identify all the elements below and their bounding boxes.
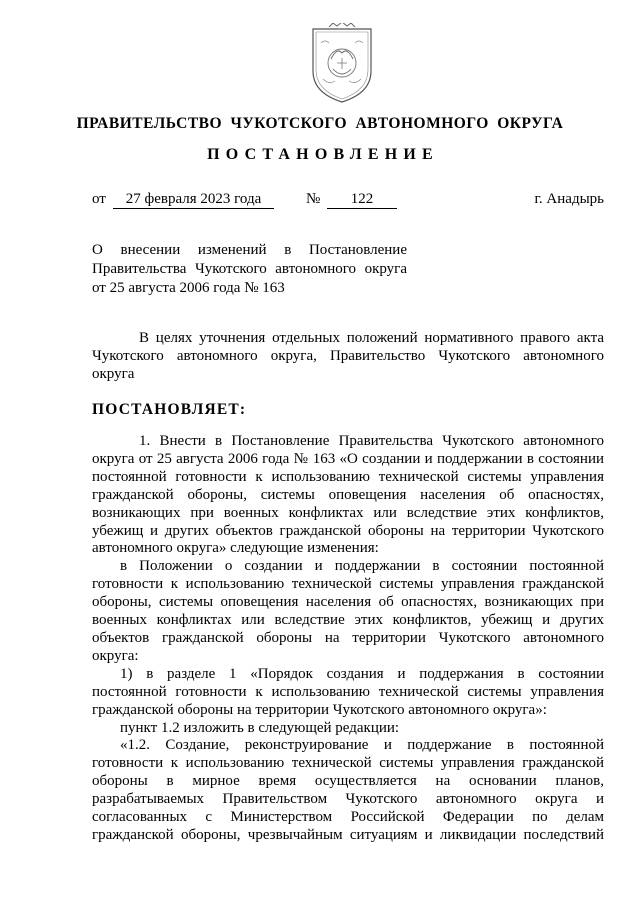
text-line: постоянной готовности к использованию технической системы управления — [92, 468, 604, 485]
text-line: обороны, системы оповещения населения об опасностях, возникающих при — [92, 594, 604, 611]
text-line: военных конфликтах или вследствие этих конфликтов, убежищ и других — [92, 612, 604, 629]
decree-number: 122 — [327, 191, 397, 209]
text-line: гражданской обороны, чрезвычайным ситуациям и ликвидации последствий — [92, 826, 604, 843]
decree-date: 27 февраля 2023 года — [113, 191, 274, 209]
government-title: ПРАВИТЕЛЬСТВО ЧУКОТСКОГО АВТОНОМНОГО ОКРУГА — [76, 115, 564, 132]
document-type-title: ПОСТАНОВЛЕНИЕ — [207, 146, 439, 163]
text-line: В целях уточнения отдельных положений нормативного правого акта — [139, 330, 604, 346]
preamble-paragraph — [92, 330, 604, 384]
decree-meta — [92, 191, 604, 211]
text-line: обороны в мирное время осуществляется на основании планов, — [92, 773, 604, 790]
text-line: постоянной готовности к использованию технической системы управления — [92, 683, 604, 700]
decree-body — [92, 433, 604, 845]
text-line: автономного округа» следующие изменения: — [92, 540, 379, 557]
subject-line: Правительства Чукотского автономного округа — [92, 261, 407, 277]
text-line: готовности к использованию технической системы управления гражданской — [92, 755, 604, 772]
text-line: округа от 25 августа 2006 года № 163 «О создании и поддержании в состоянии — [92, 450, 604, 467]
subject-line: от 25 августа 2006 года № 163 — [92, 280, 285, 296]
text-line: разрабатываемых Правительством Чукотского автономного округа и — [92, 791, 604, 808]
coat-of-arms-icon — [307, 23, 377, 105]
subject-line: О внесении изменений в Постановление — [92, 242, 407, 258]
text-line: округа: — [92, 647, 139, 664]
text-line: округа — [92, 365, 135, 382]
text-line: объектов гражданской обороны на территории Чукотского автономного — [92, 629, 604, 646]
text-line: «1.2. Создание, реконструирование и поддержание в постоянной — [120, 737, 604, 754]
resolves-heading: ПОСТАНОВЛЯЕТ: — [92, 401, 247, 418]
text-line: Чукотского автономного округа, Правительство Чукотского автономного — [92, 347, 604, 364]
text-line: пункт 1.2 изложить в следующей редакции: — [120, 719, 400, 736]
text-line: готовности к использованию технической системы управления гражданской — [92, 576, 604, 593]
text-line: в Положении о создании и поддержании в состоянии постоянной — [120, 558, 604, 575]
text-line: убежищ и других объектов гражданской обороны на территории Чукотского — [92, 522, 604, 539]
text-line: возникающих при военных конфликтах или вследствие этих конфликтов, — [92, 504, 604, 521]
number-label: № — [306, 191, 321, 207]
text-line: гражданской обороны, системы оповещения населения об опасностях, — [92, 486, 604, 503]
text-line: согласованных с Министерством Российской Федерации по делам — [92, 809, 604, 826]
text-line: 1) в разделе 1 «Порядок создания и поддержания в состоянии — [120, 665, 604, 682]
date-prefix: от — [92, 191, 106, 207]
decree-city: г. Анадырь — [534, 191, 604, 207]
decree-subject — [92, 241, 407, 298]
text-line: 1. Внести в Постановление Правительства Чукотского автономного — [139, 433, 604, 449]
text-line: гражданской обороны на территории Чукотского автономного округа»: — [92, 701, 547, 718]
